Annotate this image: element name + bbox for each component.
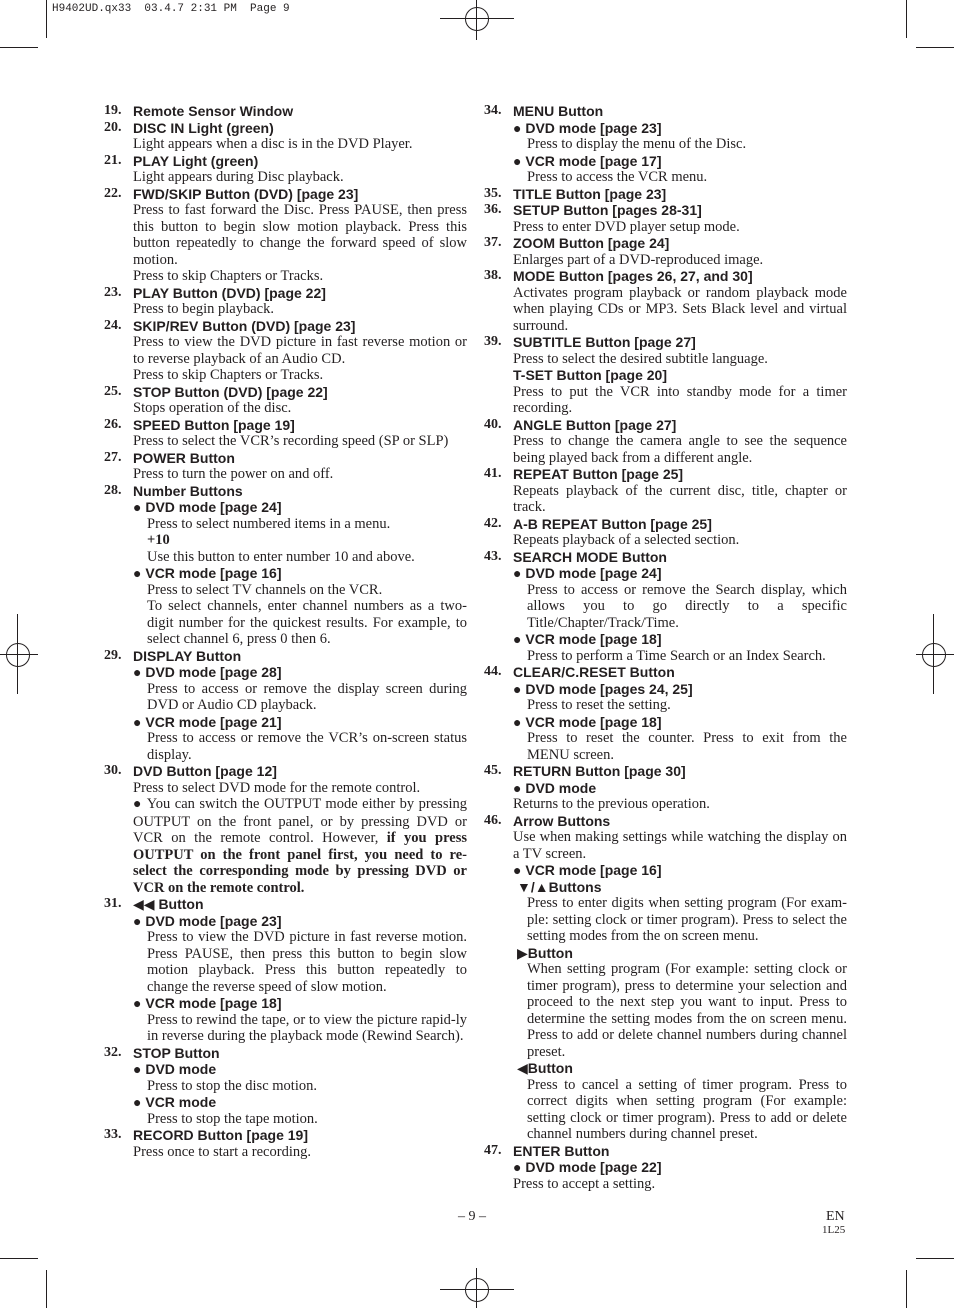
bullet-icon: ● — [513, 565, 526, 581]
item-text: Press to enter digits when setting program (For exam-ple: setting clock or timer program). Press to select the setting modes from the on screen menu. — [527, 895, 847, 944]
item-text: Press to access or remove the Search display, which allows you to go directly to a specific Title/Chapter/Track/Time. — [527, 581, 847, 631]
item-text: Stops operation of the disc. — [133, 400, 292, 416]
list-item — [104, 1127, 467, 1160]
mode-heading — [513, 1159, 847, 1176]
item-title: SKIP/REV Button (DVD) [page 23] — [133, 317, 356, 334]
mode-label: VCR mode [page 18] — [525, 631, 662, 647]
item-title: RETURN Button [page 30] — [513, 763, 686, 779]
item-number: 21. — [104, 152, 122, 168]
list-item — [484, 268, 847, 334]
plus-ten-label: +10 — [147, 532, 170, 548]
crop-mark — [906, 1270, 907, 1308]
item-heading — [513, 103, 847, 120]
item-number: 26. — [104, 416, 122, 432]
list-item — [484, 186, 847, 203]
mode-body — [513, 582, 847, 632]
list-item — [104, 896, 467, 1045]
item-title: SETUP Button [pages 28-31] — [513, 202, 702, 218]
mode-label: DVD mode [page 24] — [525, 565, 662, 581]
item-text: Press to stop the disc motion. — [147, 1077, 317, 1094]
item-number: 33. — [104, 1127, 122, 1142]
item-heading — [133, 384, 467, 401]
list-item — [104, 483, 467, 648]
arrow-entry — [513, 879, 847, 945]
mode-heading — [133, 565, 467, 582]
list-item — [104, 103, 467, 120]
item-number: 41. — [484, 466, 502, 481]
item-text: Press to access the VCR menu. — [527, 169, 708, 185]
item-number: 28. — [104, 482, 122, 498]
mode-body — [133, 929, 467, 995]
mode-heading — [513, 714, 847, 731]
list-item — [484, 516, 847, 549]
bullet-icon: ● — [513, 862, 526, 878]
bullet-icon: ● — [513, 119, 526, 136]
arrow-label: Buttons — [548, 878, 602, 895]
arrow-entry — [513, 945, 847, 1061]
item-title: ZOOM Button [page 24] — [513, 235, 670, 251]
item-number: 31. — [104, 896, 122, 911]
item-subtitle: T-SET Button [page 20] — [513, 367, 667, 383]
crop-mark — [46, 0, 47, 38]
item-number: 24. — [104, 317, 122, 333]
arrow-label: Button — [527, 944, 573, 961]
bullet-icon: ● — [133, 995, 146, 1011]
item-title: TITLE Button [page 23] — [513, 185, 667, 202]
item-number: 35. — [484, 185, 502, 201]
item-text: Press to reset the setting. — [527, 697, 671, 713]
item-text: Press to view the DVD picture in fast reverse motion or to reverse playback of an Audio CD. — [133, 334, 467, 367]
item-heading — [133, 483, 467, 500]
crop-mark — [476, 1268, 477, 1308]
item-text: To select channels, enter channel numbers as a two-digit number for the quickest results. For example, to select channel 6, press 0 then 6. — [147, 598, 467, 647]
list-item — [104, 763, 467, 896]
crop-mark — [916, 47, 954, 48]
mode-heading — [513, 120, 847, 137]
item-title: DISC IN Light (green) — [133, 119, 274, 136]
registration-mark — [465, 1278, 489, 1302]
item-number: 25. — [104, 383, 122, 399]
item-number: 38. — [484, 268, 502, 283]
crop-mark — [46, 1270, 47, 1308]
down-arrow-icon: ▼/ — [517, 878, 535, 895]
item-title: RECORD Button [page 19] — [133, 1127, 308, 1143]
mode-body — [133, 1078, 467, 1095]
item-heading — [133, 450, 467, 467]
crop-mark — [440, 1289, 514, 1290]
crop-mark — [0, 1258, 38, 1259]
item-heading — [133, 186, 467, 203]
mode-heading — [133, 1061, 467, 1078]
registration-mark — [922, 643, 946, 667]
item-text: When setting program (For example: setting clock or timer program), press to determine your selection and proceed to the next step you want to input. Press to determine the setting modes from the on screen menu. Press to add or delete channel numbers during channel preset. — [527, 961, 847, 1060]
item-text: Press to stop the tape motion. — [147, 1110, 318, 1127]
item-number: 20. — [104, 119, 122, 135]
arrow-heading — [517, 879, 847, 896]
document-code: 1L25 — [822, 1224, 846, 1236]
item-title: Remote Sensor Window — [133, 103, 294, 119]
item-number: 32. — [104, 1044, 122, 1060]
item-heading — [133, 1045, 467, 1062]
note-normal: You can switch the OUTPUT mode either by pressing OUTPUT on the front panel, or by pressing DVD or VCR on the remote control. However, — [133, 796, 467, 846]
item-number: 42. — [484, 515, 502, 531]
bullet-icon: ● — [133, 713, 146, 730]
item-text: Press to display the menu of the Disc. — [527, 136, 747, 152]
item-heading — [513, 813, 847, 830]
item-heading — [133, 285, 467, 302]
item-title: A-B REPEAT Button [page 25] — [513, 515, 712, 532]
list-item — [484, 664, 847, 763]
item-text: Returns to the previous operation. — [513, 796, 710, 812]
mode-body — [133, 1012, 467, 1045]
item-text: Light appears when a disc is in the DVD Player. — [133, 136, 413, 152]
mode-heading — [513, 681, 847, 698]
item-number: 37. — [484, 235, 502, 250]
item-number: 22. — [104, 185, 122, 201]
bullet-icon: ● — [133, 499, 146, 515]
item-number: 40. — [484, 416, 502, 432]
crop-mark — [916, 654, 954, 655]
rewind-icon: ◀◀ — [133, 896, 159, 912]
item-number: 29. — [104, 647, 122, 663]
item-text: Press to reset the counter. Press to exit from the MENU screen. — [527, 730, 847, 763]
item-heading — [133, 1127, 467, 1144]
right-column — [484, 103, 847, 1192]
item-heading — [133, 103, 467, 120]
item-title: POWER Button — [133, 449, 235, 466]
bullet-icon: ● — [133, 1094, 146, 1110]
list-item — [104, 417, 467, 450]
item-text: Press to begin playback. — [133, 301, 274, 317]
arrow-entry — [513, 1060, 847, 1143]
item-number: 39. — [484, 334, 502, 349]
item-text: Use when making settings while watching the display on a TV screen. — [513, 829, 847, 862]
mode-heading — [133, 913, 467, 930]
item-heading — [513, 516, 847, 533]
item-title: STOP Button — [133, 1044, 220, 1061]
item-title: Number Buttons — [133, 482, 243, 499]
mode-label: VCR mode [page 16] — [145, 565, 282, 581]
list-item — [484, 417, 847, 467]
item-heading — [133, 763, 467, 780]
list-item — [484, 466, 847, 516]
registration-mark — [6, 643, 30, 667]
item-text: Use this button to enter number 10 and above. — [147, 548, 415, 565]
item-text: Enlarges part of a DVD-reproduced image. — [513, 251, 764, 268]
item-title: MODE Button [pages 26, 27, and 30] — [513, 268, 753, 284]
mode-label: DVD mode — [145, 1061, 217, 1077]
bullet-icon: ● — [513, 631, 526, 647]
item-heading — [133, 120, 467, 137]
mode-body — [133, 730, 467, 763]
item-text: Press to cancel a setting of timer program. Press to correct digits when setting program (For example: setting clock or timer program). Press to add or delete channel numbers during channel preset. — [527, 1076, 847, 1142]
mode-label: DVD mode [page 22] — [525, 1159, 662, 1175]
bullet-icon: ● — [133, 1061, 146, 1077]
mode-label: VCR mode [page 17] — [525, 152, 662, 169]
mode-body — [133, 681, 467, 714]
item-heading — [513, 763, 847, 780]
item-text: Press to skip Chapters or Tracks. — [133, 268, 324, 284]
item-title: DISPLAY Button — [133, 647, 242, 664]
left-arrow-icon: ◀ — [517, 1060, 528, 1076]
item-heading — [513, 549, 847, 566]
item-text: Press to access or remove the display screen during DVD or Audio CD playback. — [147, 680, 467, 713]
mode-label: VCR mode [page 18] — [145, 995, 282, 1011]
item-title: Button — [158, 896, 204, 912]
list-item — [104, 318, 467, 384]
mode-label: DVD mode [page 28] — [145, 664, 282, 680]
item-text: Press to enter DVD player setup mode. — [513, 218, 740, 235]
right-arrow-icon: ▶ — [517, 944, 528, 961]
mode-body — [513, 169, 847, 186]
list-item — [104, 186, 467, 285]
list-item — [104, 120, 467, 153]
item-number: 34. — [484, 103, 502, 118]
registration-mark — [465, 7, 489, 31]
item-text: Press to accept a setting. — [513, 1175, 656, 1192]
mode-heading — [133, 714, 467, 731]
mode-heading — [513, 153, 847, 170]
mode-label: DVD mode — [525, 779, 597, 796]
bullet-icon: ● — [513, 1159, 526, 1175]
item-title: SEARCH MODE Button — [513, 548, 667, 565]
print-slug: H9402UD.qx33 03.4.7 2:31 PM Page 9 — [52, 3, 290, 15]
item-title: FWD/SKIP Button (DVD) [page 23] — [133, 185, 359, 202]
mode-body — [513, 136, 847, 153]
item-heading — [133, 648, 467, 665]
crop-mark — [0, 654, 38, 655]
item-number: 43. — [484, 548, 502, 564]
bullet-icon: ● — [513, 152, 526, 169]
item-title: MENU Button — [513, 103, 604, 119]
note-bold: if you press OUTPUT on the front panel first, you need to re-select the corresponding mode by pressing DVD or VCR on the remote control. — [133, 830, 467, 896]
mode-body — [513, 697, 847, 714]
item-text: Repeats playback of the current disc, title, chapter or track. — [513, 482, 847, 515]
list-item — [104, 153, 467, 186]
language-code: EN — [826, 1209, 845, 1224]
mode-label: DVD mode [page 23] — [525, 119, 662, 136]
item-heading — [513, 334, 847, 351]
item-text: Press to skip Chapters or Tracks. — [133, 367, 324, 383]
item-heading — [513, 1143, 847, 1160]
item-text: Activates program playback or random playback mode when playing CDs or MP3. Sets Black level and virtual surround. — [513, 284, 847, 334]
mode-heading — [513, 780, 847, 797]
page-number: – 9 – — [458, 1209, 486, 1224]
mode-heading — [513, 565, 847, 582]
item-text: Press to select the VCR’s recording speed (SP or SLP) — [133, 433, 449, 449]
item-heading — [133, 318, 467, 335]
mode-heading — [513, 862, 847, 879]
list-item — [484, 1143, 847, 1193]
mode-body — [513, 730, 847, 763]
crop-mark — [0, 47, 38, 48]
item-title: DVD Button [page 12] — [133, 763, 277, 779]
list-item — [104, 384, 467, 417]
item-text: Press to put the VCR into standby mode for a timer recording. — [513, 383, 847, 416]
item-number: 36. — [484, 202, 502, 217]
bullet-icon: ● — [133, 912, 146, 929]
arrow-heading — [517, 945, 847, 962]
item-heading — [133, 896, 467, 913]
list-item — [104, 450, 467, 483]
bullet-icon: ● — [513, 779, 526, 796]
item-text: Press to select DVD mode for the remote control. — [133, 779, 421, 796]
item-number: 45. — [484, 763, 502, 778]
bullet-icon: ● — [133, 797, 147, 812]
list-item — [104, 285, 467, 318]
item-title: CLEAR/C.RESET Button — [513, 664, 675, 680]
mode-label: DVD mode [pages 24, 25] — [525, 680, 693, 697]
item-title: SPEED Button [page 19] — [133, 416, 295, 433]
mode-body — [513, 648, 847, 665]
mode-body — [133, 516, 467, 566]
item-heading — [133, 417, 467, 434]
mode-heading — [133, 499, 467, 516]
item-title: REPEAT Button [page 25] — [513, 466, 684, 482]
item-number: 30. — [104, 763, 122, 778]
list-item — [484, 813, 847, 1143]
item-heading — [513, 235, 847, 252]
item-text: Press to access or remove the VCR’s on-screen status display. — [147, 730, 467, 763]
list-item — [484, 334, 847, 417]
mode-label: VCR mode [page 18] — [525, 713, 662, 730]
item-text: Light appears during Disc playback. — [133, 169, 344, 185]
item-title: SUBTITLE Button [page 27] — [513, 334, 696, 350]
item-number: 44. — [484, 664, 502, 679]
left-column — [104, 103, 467, 1160]
item-heading — [513, 417, 847, 434]
item-text: Press to view the DVD picture in fast reverse motion. Press PAUSE, then press this button to begin slow motion playback. Press this button repeatedly to change the reverse speed of slow motion. — [147, 929, 467, 995]
item-text: Press to perform a Time Search or an Index Search. — [527, 647, 826, 664]
bullet-icon: ● — [513, 680, 526, 697]
mode-label: VCR mode [page 16] — [525, 862, 662, 878]
item-number: 46. — [484, 812, 502, 828]
item-number: 47. — [484, 1142, 502, 1158]
item-heading — [513, 664, 847, 681]
list-item — [484, 202, 847, 235]
crop-mark — [916, 1258, 954, 1259]
item-text: Press to select TV channels on the VCR. — [147, 581, 383, 598]
item-number: 19. — [104, 103, 122, 118]
item-heading — [513, 186, 847, 203]
item-title: PLAY Light (green) — [133, 152, 259, 169]
item-title: ENTER Button — [513, 1142, 610, 1159]
mode-body — [133, 1111, 467, 1128]
item-text: Press to change the camera angle to see the sequence being played back from a different angle. — [513, 433, 847, 466]
item-text: Press to turn the power on and off. — [133, 466, 334, 482]
list-item — [484, 763, 847, 813]
item-text: Press to fast forward the Disc. Press PAUSE, then press this button to begin slow motion playback. Press this button repeatedly to change the forward speed of slow motion. — [133, 202, 467, 268]
crop-mark — [476, 0, 477, 40]
mode-heading — [513, 631, 847, 648]
item-text: Repeats playback of a selected section. — [513, 532, 740, 548]
mode-label: DVD mode [page 23] — [145, 912, 282, 929]
bullet-icon: ● — [513, 713, 526, 730]
list-item — [484, 549, 847, 665]
item-title: STOP Button (DVD) [page 22] — [133, 383, 328, 400]
item-text: Press to select the desired subtitle language. — [513, 350, 768, 367]
item-heading — [513, 202, 847, 219]
item-title: PLAY Button (DVD) [page 22] — [133, 284, 326, 301]
list-item — [104, 648, 467, 764]
list-item — [104, 1045, 467, 1128]
item-text: Press to select numbered items in a menu. — [147, 515, 391, 532]
item-number: 27. — [104, 449, 122, 465]
bullet-icon: ● — [133, 565, 146, 581]
arrow-label: Button — [527, 1060, 573, 1076]
item-text: Press to rewind the tape, or to view the picture rapid-ly in reverse during the playback mode (Rewind Search). — [147, 1011, 467, 1044]
mode-body — [133, 582, 467, 648]
note-text — [133, 796, 467, 896]
mode-heading — [133, 995, 467, 1012]
item-heading — [513, 268, 847, 285]
item-heading — [513, 466, 847, 483]
arrow-heading — [517, 1060, 847, 1077]
item-title: ANGLE Button [page 27] — [513, 416, 677, 433]
mode-label: VCR mode [page 21] — [145, 713, 282, 730]
mode-label: VCR mode — [145, 1094, 217, 1110]
item-title: Arrow Buttons — [513, 812, 611, 829]
mode-label: DVD mode [page 24] — [145, 499, 282, 515]
crop-mark — [906, 0, 907, 38]
mode-heading — [133, 664, 467, 681]
bullet-icon: ● — [133, 664, 146, 680]
item-heading — [133, 153, 467, 170]
up-arrow-icon: ▲ — [534, 878, 549, 895]
list-item — [484, 235, 847, 268]
item-number: 23. — [104, 284, 122, 300]
list-item — [484, 103, 847, 186]
mode-heading — [133, 1094, 467, 1111]
item-text: Press once to start a recording. — [133, 1143, 311, 1160]
crop-mark — [440, 18, 514, 19]
